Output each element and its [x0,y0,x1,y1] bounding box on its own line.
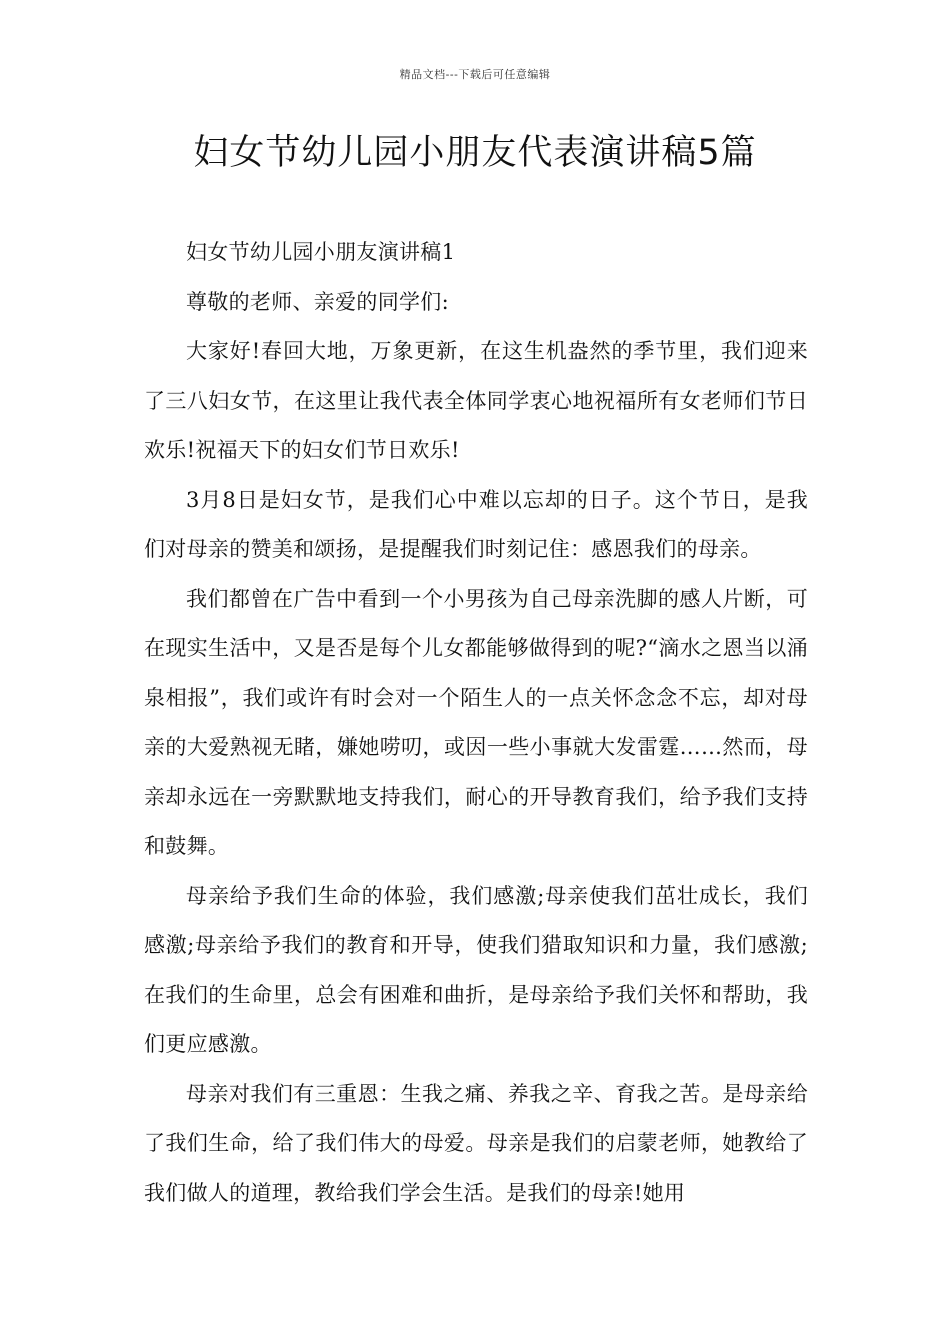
document-title: 妇女节幼儿园小朋友代表演讲稿5篇 [193,133,757,173]
paragraph: 大家好!春回大地，万象更新，在这生机盎然的季节里，我们迎来了三八妇女节，在这里让我代表全体同学衷心地祝福所有女老师们节日欢乐!祝福天下的妇女们节日欢乐! [144,339,808,462]
header-note: 精品文档---下载后可任意编辑 [399,68,551,81]
paragraph: 母亲对我们有三重恩：生我之痛、养我之辛、育我之苦。是母亲给了我们生命，给了我们伟大的母爱。母亲是我们的启蒙老师，她教给了我们做人的道理，教给我们学会生活。是我们的母亲!她用 [144,1081,808,1205]
paragraph-salutation: 尊敬的老师、亲爱的同学们: [186,289,449,314]
paragraph-subtitle: 妇女节幼儿园小朋友演讲稿1 [186,240,456,264]
document-body [144,228,808,1218]
paragraph: 3月8日是妇女节，是我们心中难以忘却的日子。这个节日，是我们对母亲的赞美和颂扬，是提醒我们时刻记住：感恩我们的母亲。 [144,487,808,561]
paragraph: 母亲给予我们生命的体验，我们感激;母亲使我们茁壮成长，我们感激;母亲给予我们的教育和开导，使我们猎取知识和力量，我们感激;在我们的生命里，总会有困难和曲折，是母亲给予我们关怀和帮助，我们更应感激。 [144,883,808,1056]
paragraph: 我们都曾在广告中看到一个小男孩为自己母亲洗脚的感人片断，可在现实生活中，又是否是每个儿女都能够做得到的呢?“滴水之恩当以涌泉相报”，我们或许有时会对一个陌生人的一点关怀念念不忘，却对母亲的大爱熟视无睹，嫌她唠叨，或因一些小事就大发雷霆……然而，母亲却永远在一旁默默地支持我们，耐心的开导教育我们，给予我们支持和鼓舞。 [144,586,808,858]
